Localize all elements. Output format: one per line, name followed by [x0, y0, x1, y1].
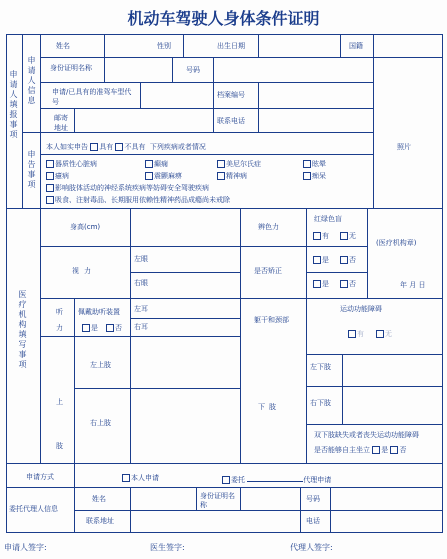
sit-yes[interactable]: 是	[372, 446, 388, 454]
left-lower-label: 左下肢	[310, 363, 331, 371]
motor-yes[interactable]: 有	[348, 330, 364, 338]
declare-no-checkbox[interactable]: 不具有	[115, 143, 145, 151]
agent-signature: 代理人签字:	[290, 543, 333, 552]
nationality-label: 国籍	[349, 42, 363, 50]
hearing-aid-yes[interactable]: 是	[82, 324, 98, 332]
birth-label: 出生日期	[217, 42, 245, 50]
disease-checkbox[interactable]: 癫痫	[145, 160, 168, 168]
disease-checkbox[interactable]: 美尼尔氏症	[217, 160, 261, 168]
motor-no[interactable]: 无	[376, 330, 392, 338]
color-blind-yes[interactable]: 有	[313, 232, 329, 240]
disease-checkbox[interactable]: 器质性心脏病	[46, 160, 97, 168]
id-name-label: 身份证明名称	[50, 64, 92, 72]
medical-section-label: 医疗机构填写事项	[18, 290, 27, 369]
corrected-right-no[interactable]: 否	[340, 280, 356, 288]
right-lower-label: 右下肢	[310, 399, 331, 407]
agent-phone-label: 电话	[306, 517, 320, 525]
phone-label: 联系电话	[217, 117, 245, 125]
declare-lead: 本人如实申告 具有 不具有 下列疾病或者情况	[46, 143, 206, 151]
address-label: 邮寄地址	[54, 114, 68, 132]
agent-id-label: 身份证明名称	[200, 492, 235, 509]
apply-entrust[interactable]: 委托 代理申请	[222, 474, 331, 484]
declare-section-label: 申告事项	[27, 150, 36, 189]
disease-checkbox[interactable]: 震颤麻痹	[145, 172, 182, 180]
name-label: 姓名	[56, 42, 70, 50]
corrected-label: 是否矫正	[254, 267, 282, 275]
apply-self[interactable]: 本人申请	[122, 474, 159, 482]
file-no-label: 档案编号	[217, 91, 245, 99]
license-type-label: 申请/已具有的准驾车型代号	[52, 88, 132, 106]
id-number-label: 号码	[186, 66, 200, 74]
applicant-section-label: 申请人填报事项	[9, 70, 18, 139]
motor-label: 运动功能障碍	[340, 305, 382, 313]
gender-label: 性别	[157, 42, 171, 50]
photo-label: 照片	[397, 143, 411, 151]
both-lower-label: 双下肢缺失或者丧失运动功能障碍	[314, 431, 419, 439]
doctor-signature: 医生签字:	[150, 543, 185, 552]
disease-checkbox[interactable]: 癔病	[46, 172, 69, 180]
upper-label: 上肢	[56, 398, 63, 450]
lower-label: 下肢	[258, 403, 280, 411]
declare-yes-checkbox[interactable]: 具有	[90, 143, 113, 151]
color-blind-label: 红绿色盲	[314, 215, 342, 223]
color-blind-no[interactable]: 无	[340, 232, 356, 240]
torso-label: 躯干和颈部	[254, 316, 289, 324]
left-eye-label: 左眼	[134, 255, 148, 263]
agent-number-label: 号码	[306, 495, 320, 503]
agent-name-label: 姓名	[92, 495, 106, 503]
disease-checkbox[interactable]: 吸食、注射毒品、长期服用依赖性精神药品成瘾尚未戒除	[46, 196, 230, 204]
vision-label: 视力	[72, 267, 96, 275]
disease-checkbox[interactable]: 痴呆	[303, 172, 326, 180]
hearing-aid-label: 佩戴助听装置	[78, 308, 120, 316]
corrected-left-no[interactable]: 否	[340, 256, 356, 264]
hearing-label: 听力	[56, 308, 63, 332]
height-label: 身高(cm)	[70, 223, 101, 231]
applicant-signature: 申请人签字:	[4, 543, 47, 552]
corrected-right[interactable]: 是	[313, 280, 329, 288]
stamp-label: (医疗机构章)	[376, 239, 417, 247]
hearing-aid-no[interactable]: 否	[106, 324, 122, 332]
color-label: 辨色力	[258, 223, 279, 231]
right-ear-label: 右耳	[134, 323, 148, 331]
page-title: 机动车驾驶人身体条件证明	[127, 9, 320, 28]
corrected-left[interactable]: 是	[313, 256, 329, 264]
agent-section-label: 委托代理人信息	[9, 505, 58, 513]
right-eye-label: 右眼	[134, 279, 148, 287]
disease-checkbox[interactable]: 精神病	[217, 172, 247, 180]
sit-no[interactable]: 否	[390, 446, 406, 454]
applicant-info-label: 申请人信息	[27, 56, 36, 105]
apply-method-label: 申请方式	[26, 473, 54, 481]
disease-checkbox[interactable]: 影响肢体活动的神经系统疾病等妨碍安全驾驶疾病	[46, 184, 209, 192]
left-upper-label: 左上肢	[90, 361, 111, 369]
left-ear-label: 左耳	[134, 305, 148, 313]
disease-checkbox[interactable]: 眩晕	[303, 160, 326, 168]
stamp-date: 年 月 日	[400, 281, 426, 289]
sit-label: 是否能够自主坐立 是 否	[314, 446, 407, 454]
agent-address-label: 联系地址	[86, 517, 114, 525]
right-upper-label: 右上肢	[90, 419, 111, 427]
